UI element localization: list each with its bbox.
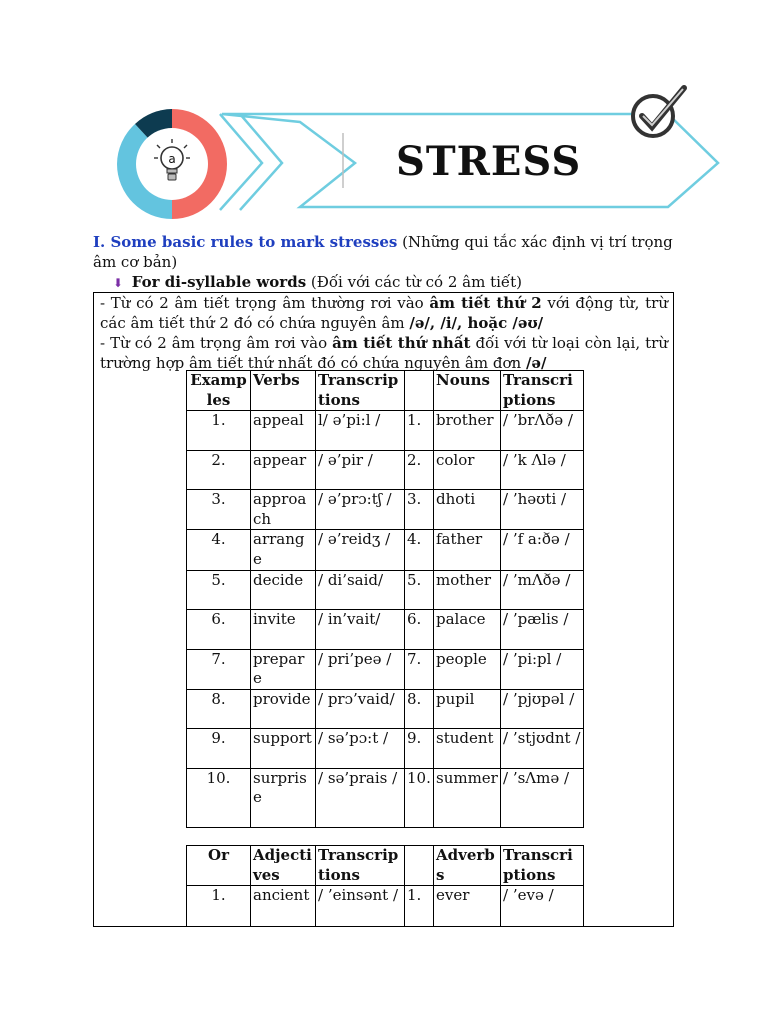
cell-number: 3.: [187, 490, 251, 530]
cell-number-2: 10.: [405, 768, 434, 827]
cell-word: decide: [251, 570, 316, 610]
cell-word: surprise: [251, 768, 316, 827]
col-header-number: Or: [187, 846, 251, 886]
table-row: [187, 411, 584, 451]
table-row: [187, 570, 584, 610]
table-row: [187, 886, 584, 927]
cell-word: support: [251, 729, 316, 769]
table-header-row: [187, 846, 584, 886]
cell-word: provide: [251, 689, 316, 729]
cell-word: appeal: [251, 411, 316, 451]
cell-word-2: dhoti: [434, 490, 501, 530]
col-header-word-2: Adverbs: [434, 846, 501, 886]
cell-transcription: / sə’prais /: [316, 768, 405, 827]
cell-transcription: / sə’pɔ:t /: [316, 729, 405, 769]
col-header-number-2: [405, 846, 434, 886]
cell-number: 9.: [187, 729, 251, 769]
cell-transcription: / pri’peə /: [316, 649, 405, 689]
col-header-number: Examples: [187, 371, 251, 411]
cell-word-2: father: [434, 530, 501, 570]
subheading-translation: (Đối với các từ có 2 âm tiết): [306, 273, 523, 291]
cell-number: 4.: [187, 530, 251, 570]
table-row: [187, 450, 584, 490]
cell-word-2: ever: [434, 886, 501, 927]
cell-transcription-2: / ’pælis /: [501, 610, 584, 650]
col-header-word-2: Nouns: [434, 371, 501, 411]
col-header-word: Verbs: [251, 371, 316, 411]
cell-transcription: / ’einsənt /: [316, 886, 405, 927]
col-header-word: Adjectives: [251, 846, 316, 886]
cell-transcription: / di’said/: [316, 570, 405, 610]
bulb-letter: a: [168, 152, 176, 166]
cell-transcription-2: / ’pi:pl /: [501, 649, 584, 689]
cell-number: 1.: [187, 886, 251, 927]
verbs-nouns-table: [186, 370, 584, 828]
heading-title: I. Some basic rules to mark stresses: [93, 233, 398, 251]
cell-word: arrange: [251, 530, 316, 570]
cell-word-2: summer: [434, 768, 501, 827]
adjectives-adverbs-table: [186, 845, 584, 926]
cell-word-2: color: [434, 450, 501, 490]
cell-number: 8.: [187, 689, 251, 729]
cell-word: prepare: [251, 649, 316, 689]
table-row: [187, 768, 584, 827]
cell-word-2: pupil: [434, 689, 501, 729]
col-header-transcription-2: Transcriptions: [501, 371, 584, 411]
cell-transcription: / ə’reidʒ /: [316, 530, 405, 570]
cell-transcription: l/ ə’pi:l /: [316, 411, 405, 451]
cell-word-2: people: [434, 649, 501, 689]
cell-word: invite: [251, 610, 316, 650]
cell-number-2: 4.: [405, 530, 434, 570]
cell-number: 1.: [187, 411, 251, 451]
col-header-transcription-2: Transcriptions: [501, 846, 584, 886]
cell-number-2: 2.: [405, 450, 434, 490]
cell-transcription-2: / ’sΛmə /: [501, 768, 584, 827]
cell-transcription-2: / ’brΛðə /: [501, 411, 584, 451]
cell-transcription-2: / ’pjʊpəl /: [501, 689, 584, 729]
subheading-title: For di-syllable words: [131, 273, 307, 291]
rule-2: - Từ có 2 âm trọng âm rơi vào âm tiết thứ nhất đối với từ loại còn lại, trừ trường hợp âm tiết thứ nhất đó có chứa nguyên âm đơn /ə/: [100, 334, 668, 372]
col-header-number-2: [405, 371, 434, 411]
stress-banner: [0, 0, 768, 230]
banner-title: STRESS: [396, 138, 582, 185]
cell-word-2: student: [434, 729, 501, 769]
table-row: [187, 689, 584, 729]
table-row: [187, 610, 584, 650]
col-header-transcription: Transcriptions: [316, 371, 405, 411]
bullet-icon: ⬇: [113, 276, 124, 290]
cell-number-2: 1.: [405, 886, 434, 927]
cell-number: 5.: [187, 570, 251, 610]
cell-number: 6.: [187, 610, 251, 650]
table-header-row: [187, 371, 584, 411]
cell-transcription-2: / ’həʊti /: [501, 490, 584, 530]
cell-word: appear: [251, 450, 316, 490]
cell-transcription-2: / ’k Λlə /: [501, 450, 584, 490]
cell-number-2: 8.: [405, 689, 434, 729]
section-heading: [93, 232, 683, 272]
col-header-transcription: Transcriptions: [316, 846, 405, 886]
banner-graphic: [0, 0, 768, 230]
rule-1: - Từ có 2 âm tiết trọng âm thường rơi vào âm tiết thứ 2 với động từ, trừ các âm tiết thứ 2 đó có chứa nguyên âm /ə/, /i/, hoặc /əʊ/: [100, 294, 669, 332]
cell-word: ancient: [251, 886, 316, 927]
cell-transcription: / in’vait/: [316, 610, 405, 650]
cell-transcription-2: / ’evə /: [501, 886, 584, 927]
cell-word: approach: [251, 490, 316, 530]
subheading: [113, 272, 522, 293]
table-row: [187, 729, 584, 769]
cell-transcription-2: / ’stjʊdnt /: [501, 729, 584, 769]
heading-translation: (Những qui tắc xác định vị trí trọng âm cơ bản): [93, 233, 673, 271]
cell-transcription: / ə’pir /: [316, 450, 405, 490]
table-row: [187, 649, 584, 689]
cell-number-2: 5.: [405, 570, 434, 610]
cell-number: 2.: [187, 450, 251, 490]
cell-word-2: mother: [434, 570, 501, 610]
cell-number-2: 7.: [405, 649, 434, 689]
cell-number-2: 9.: [405, 729, 434, 769]
cell-transcription-2: / ’f a:ðə /: [501, 530, 584, 570]
cell-transcription: / prɔ’vaid/: [316, 689, 405, 729]
cell-number-2: 1.: [405, 411, 434, 451]
cell-number: 10.: [187, 768, 251, 827]
cell-word-2: palace: [434, 610, 501, 650]
cell-transcription: / ə’prɔ:tʃ /: [316, 490, 405, 530]
cell-number: 7.: [187, 649, 251, 689]
cell-number-2: 3.: [405, 490, 434, 530]
cell-transcription-2: / ’mΛðə /: [501, 570, 584, 610]
rules-text: [100, 293, 668, 373]
cell-number-2: 6.: [405, 610, 434, 650]
cell-word-2: brother: [434, 411, 501, 451]
table-row: [187, 490, 584, 530]
table-row: [187, 530, 584, 570]
